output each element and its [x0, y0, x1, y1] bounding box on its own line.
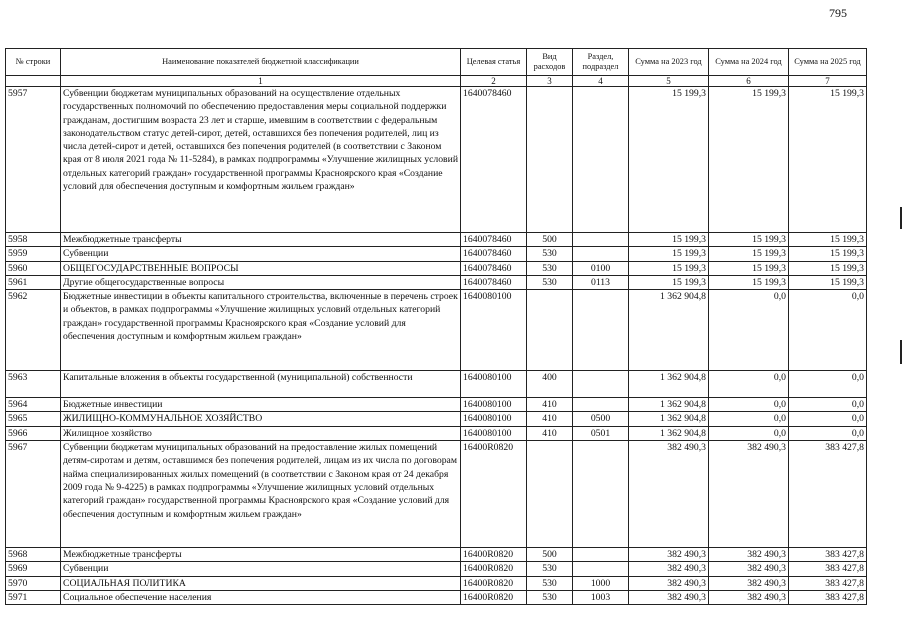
indicator-name-cell: ОБЩЕГОСУДАРСТВЕННЫЕ ВОПРОСЫ	[61, 261, 461, 275]
sum-2025-cell: 15 199,3	[789, 87, 867, 233]
table-row	[6, 426, 867, 440]
budget-table	[5, 48, 867, 605]
row-number-cell: 5968	[6, 548, 61, 562]
section-cell	[573, 290, 629, 371]
row-number-cell: 5964	[6, 398, 61, 412]
sum-2023-cell: 15 199,3	[629, 261, 709, 275]
expense-type-cell: 530	[527, 576, 573, 590]
indicator-name-cell: Межбюджетные трансферты	[61, 233, 461, 247]
section-cell	[573, 233, 629, 247]
expense-type-cell: 500	[527, 548, 573, 562]
column-number: 3	[527, 76, 573, 87]
sum-2024-cell: 0,0	[709, 371, 789, 398]
sum-2023-cell: 382 490,3	[629, 548, 709, 562]
header-row	[6, 49, 867, 76]
sum-2024-cell: 0,0	[709, 426, 789, 440]
sum-2024-cell: 0,0	[709, 290, 789, 371]
expense-type-cell: 400	[527, 371, 573, 398]
column-number-row	[6, 76, 867, 87]
target-article-cell: 16400R0820	[461, 441, 527, 548]
sum-2023-cell: 15 199,3	[629, 247, 709, 261]
expense-type-cell	[527, 441, 573, 548]
row-number-cell: 5967	[6, 441, 61, 548]
target-article-cell: 1640078460	[461, 275, 527, 289]
expense-type-cell	[527, 290, 573, 371]
table-row	[6, 562, 867, 576]
indicator-name-cell: СОЦИАЛЬНАЯ ПОЛИТИКА	[61, 576, 461, 590]
header-section: Раздел, подраздел	[573, 49, 629, 76]
expense-type-cell: 500	[527, 233, 573, 247]
table-row	[6, 398, 867, 412]
column-number: 7	[789, 76, 867, 87]
sum-2025-cell: 0,0	[789, 412, 867, 426]
table-row	[6, 441, 867, 548]
sum-2024-cell: 0,0	[709, 398, 789, 412]
indicator-name-cell: Жилищное хозяйство	[61, 426, 461, 440]
target-article-cell: 1640080100	[461, 412, 527, 426]
row-number-cell: 5963	[6, 371, 61, 398]
table-row	[6, 247, 867, 261]
target-article-cell: 16400R0820	[461, 548, 527, 562]
column-number: 1	[61, 76, 461, 87]
expense-type-cell: 530	[527, 275, 573, 289]
target-article-cell: 1640080100	[461, 371, 527, 398]
sum-2025-cell: 383 427,8	[789, 562, 867, 576]
header-name: Наименование показателей бюджетной классификации	[61, 49, 461, 76]
page-edge-mark	[900, 207, 902, 229]
sum-2023-cell: 1 362 904,8	[629, 290, 709, 371]
table-row	[6, 412, 867, 426]
header-sum-2024: Сумма на 2024 год	[709, 49, 789, 76]
sum-2025-cell: 15 199,3	[789, 247, 867, 261]
table-row	[6, 290, 867, 371]
sum-2023-cell: 382 490,3	[629, 576, 709, 590]
indicator-name-cell: Субвенции	[61, 247, 461, 261]
row-number-cell: 5971	[6, 590, 61, 604]
target-article-cell: 1640078460	[461, 247, 527, 261]
row-number-cell: 5962	[6, 290, 61, 371]
column-number: 4	[573, 76, 629, 87]
sum-2025-cell: 383 427,8	[789, 576, 867, 590]
sum-2025-cell: 383 427,8	[789, 548, 867, 562]
row-number-cell: 5960	[6, 261, 61, 275]
sum-2025-cell: 383 427,8	[789, 441, 867, 548]
sum-2024-cell: 382 490,3	[709, 562, 789, 576]
sum-2023-cell: 15 199,3	[629, 87, 709, 233]
indicator-name-cell: Субвенции	[61, 562, 461, 576]
indicator-name-cell: Капитальные вложения в объекты государственной (муниципальной) собственности	[61, 371, 461, 398]
section-cell	[573, 247, 629, 261]
target-article-cell: 1640078460	[461, 261, 527, 275]
section-cell	[573, 371, 629, 398]
sum-2025-cell: 0,0	[789, 398, 867, 412]
section-cell: 0100	[573, 261, 629, 275]
header-sum-2025: Сумма на 2025 год	[789, 49, 867, 76]
sum-2025-cell: 15 199,3	[789, 275, 867, 289]
sum-2023-cell: 15 199,3	[629, 233, 709, 247]
expense-type-cell: 410	[527, 426, 573, 440]
header-expense-type: Вид расходов	[527, 49, 573, 76]
sum-2024-cell: 15 199,3	[709, 275, 789, 289]
page-number: 795	[829, 6, 847, 20]
indicator-name-cell: Межбюджетные трансферты	[61, 548, 461, 562]
table-row	[6, 548, 867, 562]
sum-2025-cell: 15 199,3	[789, 261, 867, 275]
sum-2023-cell: 1 362 904,8	[629, 398, 709, 412]
row-number-cell: 5970	[6, 576, 61, 590]
sum-2023-cell: 1 362 904,8	[629, 371, 709, 398]
indicator-name-cell: Субвенции бюджетам муниципальных образований на предоставление жилых помещений детям-сиротам и детям, оставшимся без попечения родителей, лицам из их числа по договорам найма специализированных жилых помещений (в соответствии с Законом края от 24 декабря 2009 года № 9-4225) в рамках подпрограммы «Улучшение жилищных условий отдельных категорий граждан» государственной программы Красноярского края «Создание условий для обеспечения доступным и комфортным жильем граждан»	[61, 441, 461, 548]
section-cell	[573, 398, 629, 412]
sum-2024-cell: 382 490,3	[709, 576, 789, 590]
sum-2024-cell: 382 490,3	[709, 441, 789, 548]
section-cell: 0500	[573, 412, 629, 426]
column-number: 2	[461, 76, 527, 87]
table-row	[6, 261, 867, 275]
sum-2024-cell: 382 490,3	[709, 590, 789, 604]
target-article-cell: 16400R0820	[461, 590, 527, 604]
row-number-cell: 5958	[6, 233, 61, 247]
sum-2023-cell: 1 362 904,8	[629, 426, 709, 440]
expense-type-cell: 410	[527, 398, 573, 412]
sum-2024-cell: 382 490,3	[709, 548, 789, 562]
sum-2023-cell: 1 362 904,8	[629, 412, 709, 426]
sum-2025-cell: 383 427,8	[789, 590, 867, 604]
table-row	[6, 233, 867, 247]
row-number-cell: 5965	[6, 412, 61, 426]
sum-2024-cell: 0,0	[709, 412, 789, 426]
column-number: 6	[709, 76, 789, 87]
target-article-cell: 1640080100	[461, 398, 527, 412]
expense-type-cell: 530	[527, 562, 573, 576]
sum-2024-cell: 15 199,3	[709, 87, 789, 233]
section-cell: 1003	[573, 590, 629, 604]
section-cell: 0501	[573, 426, 629, 440]
section-cell	[573, 441, 629, 548]
expense-type-cell: 530	[527, 261, 573, 275]
indicator-name-cell: Субвенции бюджетам муниципальных образований на осуществление отдельных государственных полномочий по обеспечению предоставления меры социальной поддержки гражданам, достигшим возраста 23 лет и старше, имевшим в соответствии с федеральным законодательством статус детей-сирот, детей, оставшихся без попечения родителей, лиц из числа детей-сирот и детей, оставшихся без попечения родителей (в соответствии с Законом края от 8 июля 2021 года № 11-5284), в рамках подпрограммы «Улучшение жилищных условий отдельных категорий граждан» государственной программы Красноярского края «Создание условий для обеспечения доступным и комфортным жильем граждан»	[61, 87, 461, 233]
table-row	[6, 371, 867, 398]
row-number-cell: 5969	[6, 562, 61, 576]
section-cell: 1000	[573, 576, 629, 590]
sum-2025-cell: 0,0	[789, 290, 867, 371]
section-cell	[573, 548, 629, 562]
target-article-cell: 1640078460	[461, 87, 527, 233]
section-cell	[573, 562, 629, 576]
sum-2023-cell: 382 490,3	[629, 590, 709, 604]
sum-2025-cell: 0,0	[789, 371, 867, 398]
row-number-cell: 5966	[6, 426, 61, 440]
indicator-name-cell: ЖИЛИЩНО-КОММУНАЛЬНОЕ ХОЗЯЙСТВО	[61, 412, 461, 426]
sum-2024-cell: 15 199,3	[709, 261, 789, 275]
indicator-name-cell: Другие общегосударственные вопросы	[61, 275, 461, 289]
target-article-cell: 1640080100	[461, 426, 527, 440]
table-row	[6, 275, 867, 289]
expense-type-cell: 530	[527, 590, 573, 604]
target-article-cell: 16400R0820	[461, 562, 527, 576]
sum-2023-cell: 382 490,3	[629, 562, 709, 576]
column-number: 5	[629, 76, 709, 87]
target-article-cell: 1640078460	[461, 233, 527, 247]
target-article-cell: 16400R0820	[461, 576, 527, 590]
row-number-cell: 5959	[6, 247, 61, 261]
header-target-article: Целевая статья	[461, 49, 527, 76]
indicator-name-cell: Бюджетные инвестиции в объекты капитального строительства, включенные в перечень строек и объектов, в рамках подпрограммы «Улучшение жилищных условий отдельных категорий граждан» государственной программы Красноярского края «Создание условий для обеспечения доступным и комфортным жильем граждан»	[61, 290, 461, 371]
sum-2025-cell: 0,0	[789, 426, 867, 440]
table-row	[6, 87, 867, 233]
expense-type-cell: 410	[527, 412, 573, 426]
page-edge-mark	[900, 340, 902, 364]
header-row-number: № строки	[6, 49, 61, 76]
indicator-name-cell: Социальное обеспечение населения	[61, 590, 461, 604]
section-cell: 0113	[573, 275, 629, 289]
column-number	[6, 76, 61, 87]
sum-2023-cell: 382 490,3	[629, 441, 709, 548]
table-row	[6, 590, 867, 604]
row-number-cell: 5961	[6, 275, 61, 289]
sum-2024-cell: 15 199,3	[709, 247, 789, 261]
sum-2023-cell: 15 199,3	[629, 275, 709, 289]
row-number-cell: 5957	[6, 87, 61, 233]
header-sum-2023: Сумма на 2023 год	[629, 49, 709, 76]
section-cell	[573, 87, 629, 233]
table-row	[6, 576, 867, 590]
expense-type-cell	[527, 87, 573, 233]
target-article-cell: 1640080100	[461, 290, 527, 371]
expense-type-cell: 530	[527, 247, 573, 261]
sum-2025-cell: 15 199,3	[789, 233, 867, 247]
indicator-name-cell: Бюджетные инвестиции	[61, 398, 461, 412]
sum-2024-cell: 15 199,3	[709, 233, 789, 247]
